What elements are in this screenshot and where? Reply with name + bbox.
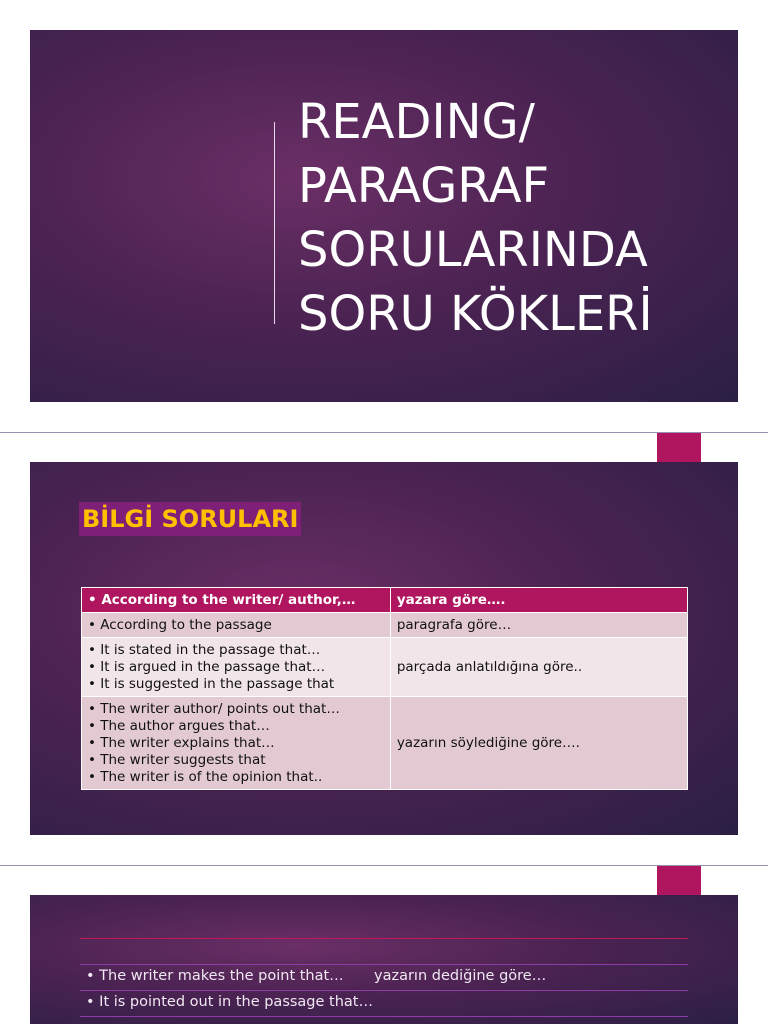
title-line: PARAGRAF <box>298 158 550 214</box>
slide-title <box>30 30 738 402</box>
stem-line: • The writer is of the opinion that.. <box>88 768 323 785</box>
table-cell-tr: paragrafa göre… <box>390 613 687 638</box>
stem-line: • The writer explains that… <box>88 734 275 751</box>
slide-separator <box>0 865 768 866</box>
title-line: SORULARINDA <box>298 222 648 278</box>
list-item <box>86 968 547 984</box>
table-cell-en: • According to the writer/ author,… <box>82 588 391 613</box>
table-row <box>82 697 688 790</box>
row-divider <box>80 938 688 939</box>
row-divider <box>80 1016 688 1017</box>
stem-line: • It is pointed out in the passage that… <box>86 994 373 1010</box>
table-cell-en <box>82 697 391 790</box>
stem-line: • It is argued in the passage that… <box>88 658 326 675</box>
list-item <box>86 994 373 1010</box>
table-cell-tr: yazarın söylediğine göre…. <box>390 697 687 790</box>
row-divider <box>80 964 688 965</box>
row-divider <box>80 990 688 991</box>
table-row <box>82 638 688 697</box>
table-cell-en <box>82 613 391 638</box>
title-line: SORU KÖKLERİ <box>298 286 653 342</box>
title-line: READING/ <box>298 94 535 150</box>
stem-line: • The author argues that… <box>88 717 270 734</box>
title-divider-line <box>274 122 275 324</box>
table-cell-tr: yazara göre…. <box>390 588 687 613</box>
slide-heading: BİLGİ SORULARI <box>79 502 301 536</box>
slide-bilgi-sorulari <box>30 462 738 835</box>
stem-line: • The writer suggests that <box>88 751 266 768</box>
table-cell-en <box>82 638 391 697</box>
stem-line: • It is stated in the passage that… <box>88 641 321 658</box>
stem-line: • It is suggested in the passage that <box>88 675 335 692</box>
slide-separator <box>0 432 768 433</box>
table-header-row <box>82 588 688 613</box>
translation-text: yazarın dediğine göre… <box>374 968 547 984</box>
stem-line: • According to the passage <box>88 616 272 633</box>
slide-title-text <box>298 90 728 346</box>
table-row <box>82 613 688 638</box>
table-cell-tr: parçada anlatıldığına göre.. <box>390 638 687 697</box>
stem-line: • The writer author/ points out that… <box>88 700 340 717</box>
stem-line: • The writer makes the point that… <box>86 968 344 984</box>
slide-continued <box>30 895 738 1024</box>
question-stem-table <box>81 587 688 790</box>
